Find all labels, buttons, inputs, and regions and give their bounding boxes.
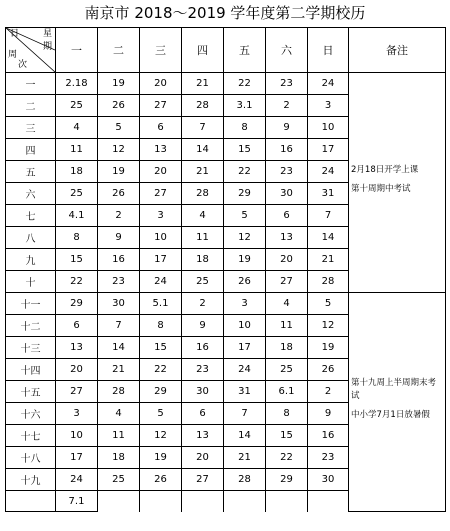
date-cell: 24	[308, 161, 349, 183]
date-cell: 9	[98, 227, 140, 249]
date-cell: 18	[266, 337, 308, 359]
note-line: 第十周期中考试	[351, 183, 411, 194]
date-cell: 23	[308, 447, 349, 469]
date-cell: 13	[182, 425, 224, 447]
date-cell: 16	[98, 249, 140, 271]
date-cell: 5	[224, 205, 266, 227]
date-cell: 6	[56, 315, 98, 337]
week-number: 七	[6, 205, 56, 227]
date-cell: 17	[224, 337, 266, 359]
date-cell: 14	[308, 227, 349, 249]
date-cell: 7	[224, 403, 266, 425]
notes-header: 备注	[349, 28, 446, 73]
date-cell: 26	[308, 359, 349, 381]
note-line: 第十九周上半周期末考试	[351, 377, 437, 401]
date-cell: 5	[308, 293, 349, 315]
date-cell: 21	[182, 73, 224, 95]
date-cell: 13	[140, 139, 182, 161]
date-cell: 29	[266, 469, 308, 491]
date-cell: 6	[182, 403, 224, 425]
week-number: 八	[6, 227, 56, 249]
date-cell: 8	[224, 117, 266, 139]
date-cell: 28	[224, 469, 266, 491]
date-cell: 6	[266, 205, 308, 227]
week-number	[6, 491, 56, 512]
date-cell: 31	[224, 381, 266, 403]
date-cell: 26	[224, 271, 266, 293]
date-cell: 14	[98, 337, 140, 359]
week-number: 三	[6, 117, 56, 139]
date-cell: 11	[266, 315, 308, 337]
date-cell: 23	[98, 271, 140, 293]
week-number: 一	[6, 73, 56, 95]
date-cell: 21	[182, 161, 224, 183]
week-number: 十八	[6, 447, 56, 469]
week-number: 四	[6, 139, 56, 161]
date-cell: 7	[98, 315, 140, 337]
week-number: 十三	[6, 337, 56, 359]
date-cell: 9	[266, 117, 308, 139]
date-cell: 21	[308, 249, 349, 271]
date-cell: 28	[182, 95, 224, 117]
date-cell: 2	[182, 293, 224, 315]
corner-zhou: 周	[8, 50, 18, 60]
date-cell: 21	[98, 359, 140, 381]
date-cell: 30	[308, 469, 349, 491]
date-cell: 7	[308, 205, 349, 227]
date-cell: 11	[182, 227, 224, 249]
day-header-fri: 五	[224, 28, 266, 73]
calendar-title: 南京市 2018～2019 学年度第二学期校历	[84, 4, 366, 22]
date-cell: 2.18	[56, 73, 98, 95]
week-row	[6, 73, 446, 95]
week-number: 十五	[6, 381, 56, 403]
date-cell: 15	[224, 139, 266, 161]
date-cell: 2	[98, 205, 140, 227]
date-cell: 12	[98, 139, 140, 161]
date-cell: 9	[308, 403, 349, 425]
date-cell: 2	[308, 381, 349, 403]
date-cell: 4.1	[56, 205, 98, 227]
date-cell: 3	[224, 293, 266, 315]
date-cell: 28	[182, 183, 224, 205]
date-cell: 6	[140, 117, 182, 139]
week-number: 十九	[6, 469, 56, 491]
date-cell: 3	[56, 403, 98, 425]
day-header-mon: 一	[56, 28, 98, 73]
school-calendar-table	[5, 27, 446, 512]
corner-xing: 星	[42, 29, 52, 39]
date-cell: 8	[266, 403, 308, 425]
date-cell: 29	[56, 293, 98, 315]
corner-header	[6, 28, 56, 73]
date-cell: 27	[140, 95, 182, 117]
date-cell: 5	[140, 403, 182, 425]
date-cell: 4	[56, 117, 98, 139]
date-cell: 12	[140, 425, 182, 447]
date-cell: 18	[182, 249, 224, 271]
date-cell: 30	[266, 183, 308, 205]
date-cell: 15	[56, 249, 98, 271]
date-cell: 19	[98, 73, 140, 95]
empty-cell	[182, 491, 224, 512]
date-cell: 16	[182, 337, 224, 359]
date-cell: 31	[308, 183, 349, 205]
date-cell: 27	[140, 183, 182, 205]
week-row	[6, 293, 446, 315]
day-header-sat: 六	[266, 28, 308, 73]
date-cell: 4	[182, 205, 224, 227]
week-number: 十四	[6, 359, 56, 381]
date-cell: 10	[308, 117, 349, 139]
date-cell: 24	[308, 73, 349, 95]
corner-qi: 期	[42, 42, 52, 52]
empty-cell	[98, 491, 140, 512]
date-cell: 28	[308, 271, 349, 293]
date-cell: 14	[224, 425, 266, 447]
date-cell: 25	[56, 95, 98, 117]
date-cell: 19	[224, 249, 266, 271]
corner-ci: 次	[18, 60, 28, 70]
date-cell: 27	[266, 271, 308, 293]
date-cell: 5.1	[140, 293, 182, 315]
date-cell: 17	[140, 249, 182, 271]
week-number: 九	[6, 249, 56, 271]
date-cell: 25	[98, 469, 140, 491]
empty-cell	[308, 491, 349, 512]
date-cell: 9	[182, 315, 224, 337]
notes-cell-second	[349, 293, 446, 512]
week-number: 二	[6, 95, 56, 117]
date-cell: 21	[224, 447, 266, 469]
week-number: 十	[6, 271, 56, 293]
date-cell: 12	[224, 227, 266, 249]
date-cell: 27	[56, 381, 98, 403]
date-cell: 2	[266, 95, 308, 117]
week-number: 五	[6, 161, 56, 183]
date-cell: 29	[140, 381, 182, 403]
notes-cell-first	[349, 73, 446, 293]
date-cell: 23	[266, 161, 308, 183]
date-cell: 22	[266, 447, 308, 469]
date-cell: 27	[182, 469, 224, 491]
date-cell: 28	[98, 381, 140, 403]
date-cell: 11	[56, 139, 98, 161]
date-cell: 29	[224, 183, 266, 205]
date-cell: 22	[224, 161, 266, 183]
date-cell: 23	[266, 73, 308, 95]
date-cell: 20	[140, 161, 182, 183]
day-header-tue: 二	[98, 28, 140, 73]
date-cell: 3	[140, 205, 182, 227]
date-cell: 4	[98, 403, 140, 425]
date-cell: 8	[56, 227, 98, 249]
date-cell: 19	[98, 161, 140, 183]
date-cell: 5	[98, 117, 140, 139]
date-cell: 11	[98, 425, 140, 447]
day-header-wed: 三	[140, 28, 182, 73]
empty-cell	[266, 491, 308, 512]
date-cell: 7.1	[56, 491, 98, 512]
day-header-sun: 日	[308, 28, 349, 73]
week-number: 十六	[6, 403, 56, 425]
date-cell: 16	[266, 139, 308, 161]
week-number: 十七	[6, 425, 56, 447]
date-cell: 14	[182, 139, 224, 161]
date-cell: 17	[308, 139, 349, 161]
date-cell: 19	[140, 447, 182, 469]
note-line: 中小学7月1日放暑假	[351, 409, 430, 420]
date-cell: 30	[182, 381, 224, 403]
week-number: 十二	[6, 315, 56, 337]
date-cell: 10	[224, 315, 266, 337]
date-cell: 15	[140, 337, 182, 359]
day-header-thu: 四	[182, 28, 224, 73]
date-cell: 20	[56, 359, 98, 381]
date-cell: 8	[140, 315, 182, 337]
date-cell: 4	[266, 293, 308, 315]
date-cell: 10	[56, 425, 98, 447]
date-cell: 7	[182, 117, 224, 139]
date-cell: 18	[98, 447, 140, 469]
date-cell: 24	[224, 359, 266, 381]
date-cell: 3.1	[224, 95, 266, 117]
empty-cell	[224, 491, 266, 512]
date-cell: 24	[56, 469, 98, 491]
date-cell: 12	[308, 315, 349, 337]
date-cell: 18	[56, 161, 98, 183]
date-cell: 10	[140, 227, 182, 249]
date-cell: 20	[266, 249, 308, 271]
date-cell: 30	[98, 293, 140, 315]
date-cell: 13	[266, 227, 308, 249]
date-cell: 26	[98, 183, 140, 205]
date-cell: 25	[182, 271, 224, 293]
date-cell: 3	[308, 95, 349, 117]
date-cell: 13	[56, 337, 98, 359]
date-cell: 22	[140, 359, 182, 381]
date-cell: 17	[56, 447, 98, 469]
date-cell: 6.1	[266, 381, 308, 403]
date-cell: 22	[56, 271, 98, 293]
date-cell: 24	[140, 271, 182, 293]
date-cell: 20	[182, 447, 224, 469]
calendar-body	[6, 73, 446, 512]
empty-cell	[140, 491, 182, 512]
date-cell: 23	[182, 359, 224, 381]
corner-ri: 日	[10, 29, 20, 39]
date-cell: 25	[56, 183, 98, 205]
date-cell: 20	[140, 73, 182, 95]
date-cell: 22	[224, 73, 266, 95]
week-number: 十一	[6, 293, 56, 315]
date-cell: 15	[266, 425, 308, 447]
date-cell: 25	[266, 359, 308, 381]
date-cell: 26	[98, 95, 140, 117]
date-cell: 26	[140, 469, 182, 491]
date-cell: 16	[308, 425, 349, 447]
date-cell: 19	[308, 337, 349, 359]
week-number: 六	[6, 183, 56, 205]
header-row	[6, 28, 446, 73]
note-line: 2月18日开学上课	[351, 164, 419, 175]
